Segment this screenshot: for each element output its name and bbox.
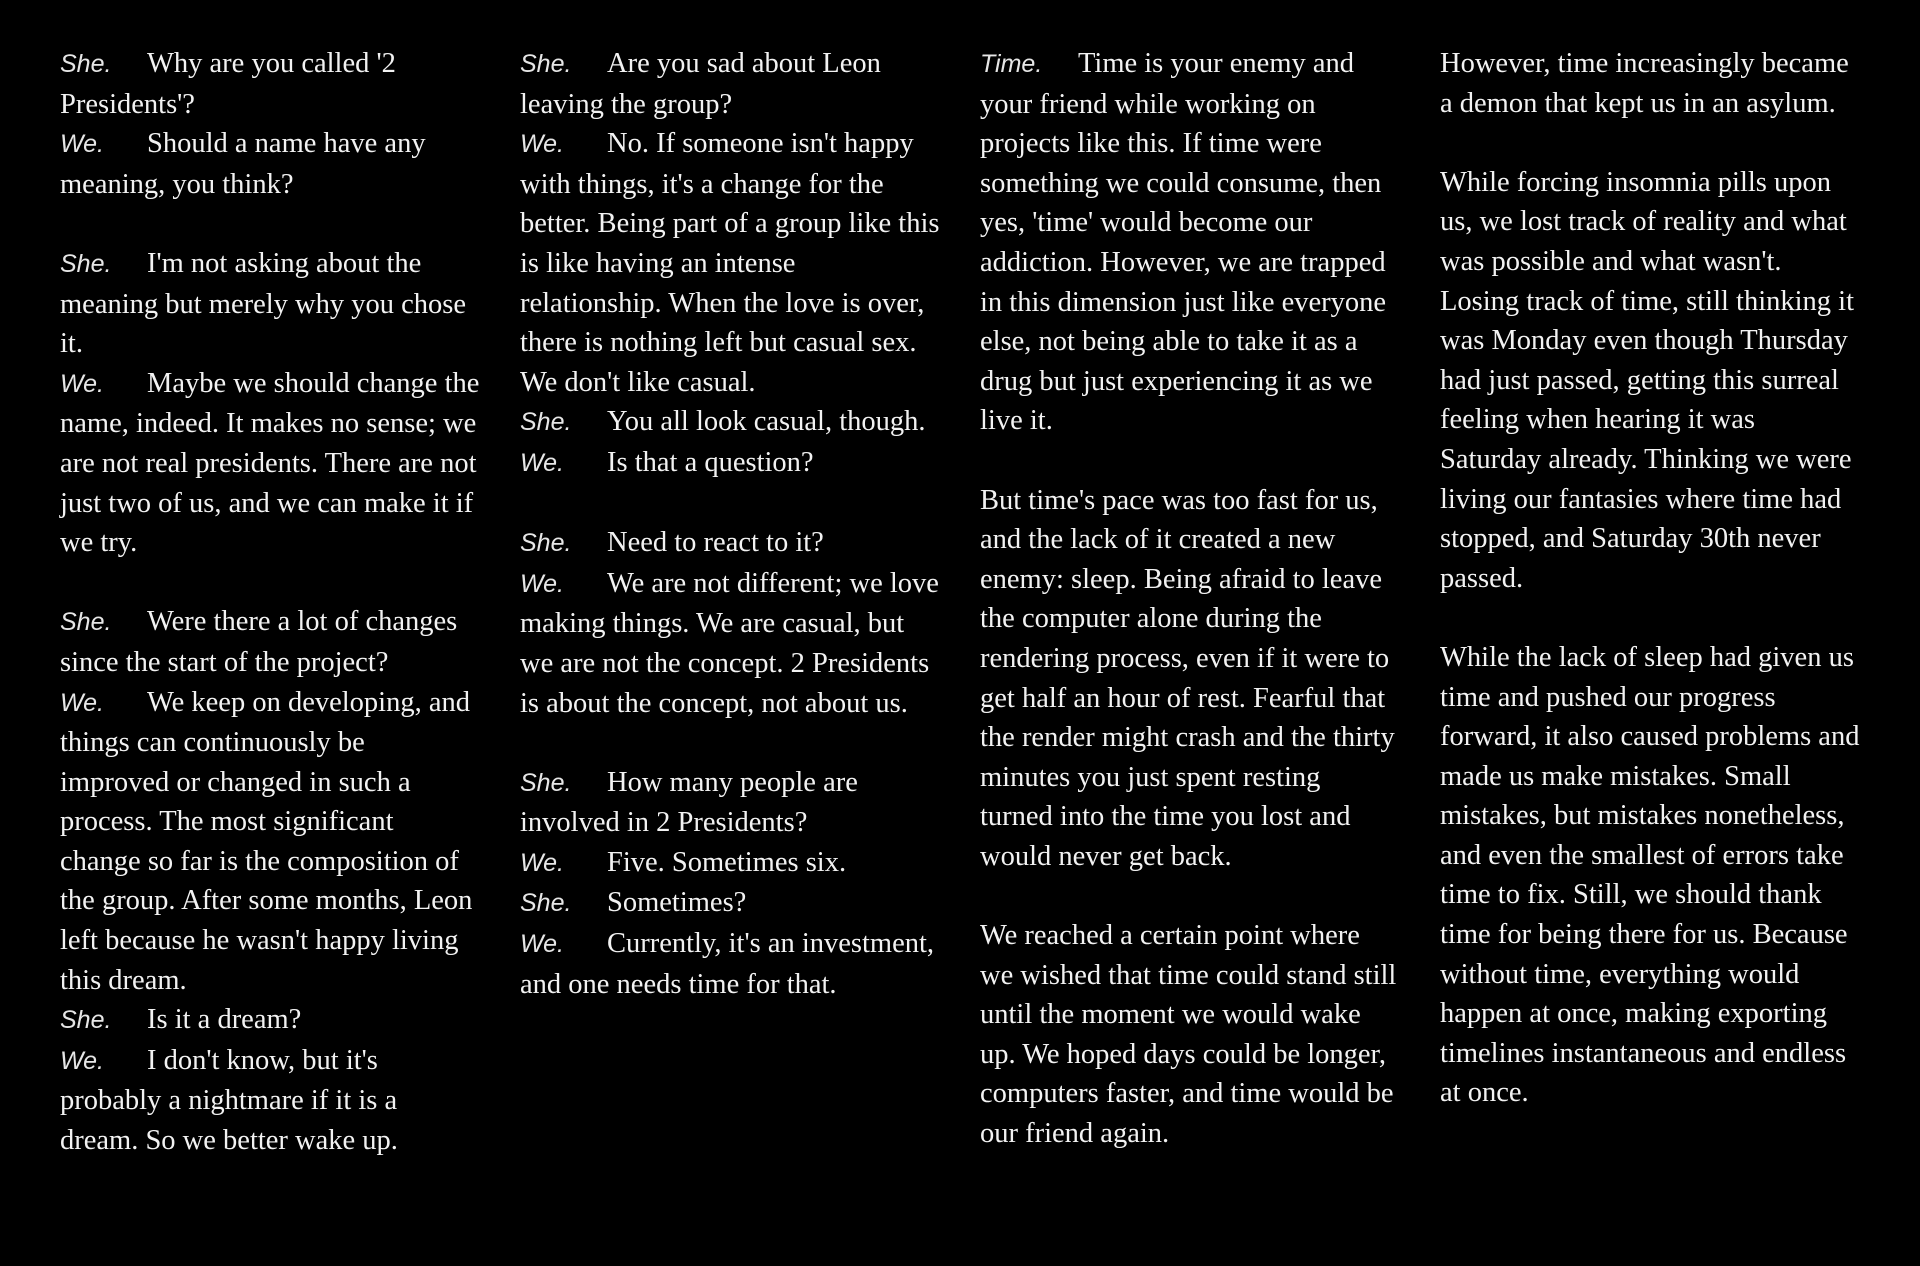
speaker-label: We. [520,130,564,159]
dialogue-text: We are not different; we love making things. We are casual, but we are not the concept. 2 Presidents is about the concept, not about us. [520,567,939,719]
dialogue-line [520,402,940,443]
essay-paragraph [1440,163,1860,599]
paragraph-text: We reached a certain point where we wished that time could stand still until the moment we would wake up. We hoped days could be longer, computers faster, and time would be our friend again. [980,920,1397,1150]
speaker-label: She. [520,408,572,437]
dialogue-text: How many people are involved in 2 Presidents? [520,766,858,839]
dialogue-block [60,244,480,563]
column-1 [60,44,480,1244]
speaker-label: She. [60,50,112,78]
column-3 [980,44,1400,1244]
dialogue-text: Is it a dream? [147,1004,302,1036]
dialogue-text: We keep on developing, and things can continuously be improved or changed in such a process. The most significant change so far is the composition of the group. After some months, Leon left because he wasn't happy living this dream. [60,686,473,996]
speaker-label: She. [520,529,572,558]
speaker-label: We. [60,369,104,398]
dialogue-text: No. If someone isn't happy with things, it's a change for the better. Being part of a group like this is like having an intense relationship. When the love is over, there is nothing left but casual sex. We don't like casual. [520,128,940,398]
dialogue-line [60,1000,480,1041]
dialogue-block [520,523,940,723]
speaker-label: We. [520,569,564,598]
dialogue-line [60,44,480,124]
essay-paragraph [980,916,1400,1154]
column-4 [1440,44,1860,1244]
dialogue-block [520,763,940,1005]
dialogue-line [520,883,940,924]
dialogue-line [520,443,940,484]
dialogue-line [520,843,940,884]
dialogue-text: Were there a lot of changes since the start of the project? [60,606,458,678]
paragraph-text: However, time increasingly became a demon that kept us in an asylum. [1440,48,1849,119]
speaker-label: We. [60,1046,104,1075]
dialogue-text: Currently, it's an investment, and one needs time for that. [520,928,935,1000]
essay-paragraph [980,481,1400,877]
dialogue-text: Should a name have any meaning, you think? [60,128,426,200]
dialogue-text: I'm not asking about the meaning but merely why you chose it. [60,247,467,360]
dialogue-text: Five. Sometimes six. [607,846,847,878]
dialogue-text: Is that a question? [607,446,814,478]
speaker-label: She. [60,608,112,637]
dialogue-text: Need to react to it? [607,527,824,559]
dialogue-line [60,364,480,563]
dialogue-text: Sometimes? [607,887,747,919]
speaker-label: She. [60,1006,112,1035]
paragraph-text: While forcing insomnia pills upon us, we lost track of reality and what was possible and what wasn't. Losing track of time, still thinking it was Monday even though Thursday had just passed, getting this surreal feeling when hearing it was Saturday already. Thinking we were living our fantasies where time had stopped, and Saturday 30th never passed. [1440,166,1855,594]
paragraph-text: While the lack of sleep had given us time and pushed our progress forward, it also caused problems and made us make mistakes. Small mistakes, but mistakes nonetheless, and even the smallest of errors take time to fix. Still, we should thank time for being there for us. Because without time, everything would happen at once, making exporting timelines instantaneous and endless at once. [1440,641,1860,1109]
speaker-label: Time. [980,50,1043,78]
paragraph-text: But time's pace was too fast for us, and the lack of it created a new enemy: sleep. Being afraid to leave the computer alone during the rendering process, even if it were to get half an hour of rest. Fearful that the render might crash and the thirty minutes you just spent resting turned into the time you lost and would never get back. [980,484,1395,872]
dialogue-block [60,602,480,1160]
dialogue-line [520,523,940,564]
dialogue-block [520,44,940,484]
dialogue-line [60,683,480,1001]
speaker-label: She. [520,50,572,78]
dialogue-block [60,44,480,204]
speaker-label: She. [520,889,572,918]
dialogue-line [520,44,940,124]
speaker-label: She. [60,249,112,278]
dialogue-line [520,924,940,1004]
dialogue-text: Are you sad about Leon leaving the group? [520,48,881,120]
column-2 [520,44,940,1244]
speaker-label: We. [520,448,564,477]
dialogue-line [60,1041,480,1161]
essay-paragraph [1440,44,1860,123]
dialogue-text: You all look casual, though. [607,406,926,438]
dialogue-line [520,564,940,723]
essay-paragraph [980,44,1400,441]
dialogue-line [60,602,480,682]
speaker-label: We. [60,688,104,717]
dialogue-line [60,244,480,364]
dialogue-line [520,763,940,843]
paragraph-text: Time is your enemy and your friend while working on projects like this. If time were something we could consume, then yes, 'time' would become our addiction. However, we are trapped in this dimension just like everyone else, not being able to take it as a drug but just experiencing it as we live it. [980,48,1387,437]
speaker-label: We. [60,130,104,159]
dialogue-text: Why are you called '2 Presidents'? [60,48,396,120]
article-page [60,44,1880,1244]
dialogue-text: Maybe we should change the name, indeed. It makes no sense; we are not real presidents. There are not just two of us, and we can make it if we try. [60,367,480,559]
dialogue-line [520,124,940,402]
dialogue-text: I don't know, but it's probably a nightmare if it is a dream. So we better wake up. [60,1044,398,1157]
speaker-label: We. [520,930,564,959]
speaker-label: We. [520,848,564,877]
essay-paragraph [1440,638,1860,1113]
dialogue-line [60,124,480,204]
speaker-label: She. [520,768,572,797]
